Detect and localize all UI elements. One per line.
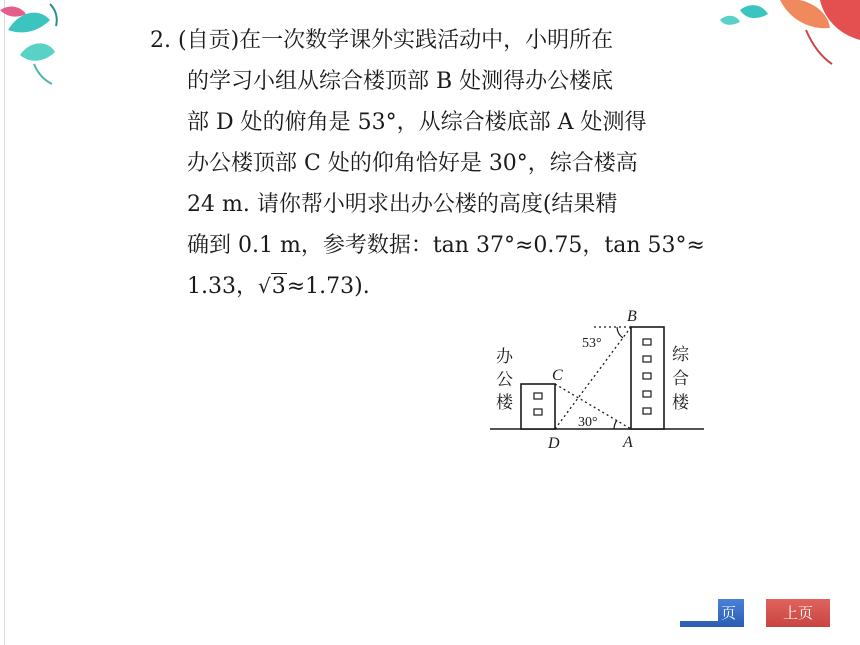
point-label-A: A <box>623 434 633 451</box>
problem-line: 部 D 处的俯角是 53°，从综合楼底部 A 处测得 <box>187 110 647 135</box>
angle-arc-53 <box>617 327 623 338</box>
problem-text <box>150 20 710 307</box>
office-label-char: 公 <box>496 370 513 389</box>
angle-arc-30 <box>614 420 617 429</box>
previous-page-button[interactable]: 上页 <box>766 599 830 627</box>
problem-line: 确到 0.1 m，参考数据：tan 37°≈0.75，tan 53°≈ <box>187 233 705 258</box>
point-label-D: D <box>548 435 560 452</box>
point-label-C: C <box>552 367 563 384</box>
page-border <box>4 0 5 645</box>
problem-line: 24 m. 请你帮小明求出办公楼的高度(结果精 <box>187 192 618 217</box>
angle-label-53: 53° <box>582 336 602 351</box>
reference-data-prefix: 1.33， <box>187 274 258 299</box>
problem-line: 2. (自贡)在一次数学课外实践活动中，小明所在 <box>150 28 614 53</box>
geometry-figure <box>486 300 716 462</box>
complex-label-char: 合 <box>672 369 689 388</box>
button-mask <box>680 599 718 621</box>
next-page-label: 页 <box>720 604 736 622</box>
problem-line: 办公楼顶部 C 处的仰角恰好是 30°，综合楼高 <box>187 151 638 176</box>
angle-label-30: 30° <box>578 415 598 430</box>
floral-decoration-left <box>0 0 90 90</box>
square-root-expression: √3 <box>258 274 286 299</box>
next-page-button[interactable] <box>680 599 744 627</box>
problem-line: 的学习小组从综合楼顶部 B 处测得办公楼底 <box>187 69 614 94</box>
floral-decoration-right <box>720 0 860 70</box>
complex-label-char: 楼 <box>672 393 689 412</box>
radicand: 3 <box>271 274 286 299</box>
complex-label-char: 综 <box>672 345 689 364</box>
point-label-B: B <box>627 308 637 325</box>
office-label-char: 办 <box>496 347 513 366</box>
office-building <box>521 384 555 429</box>
office-label-char: 楼 <box>496 393 513 412</box>
reference-data-suffix: ≈1.73). <box>286 274 370 299</box>
